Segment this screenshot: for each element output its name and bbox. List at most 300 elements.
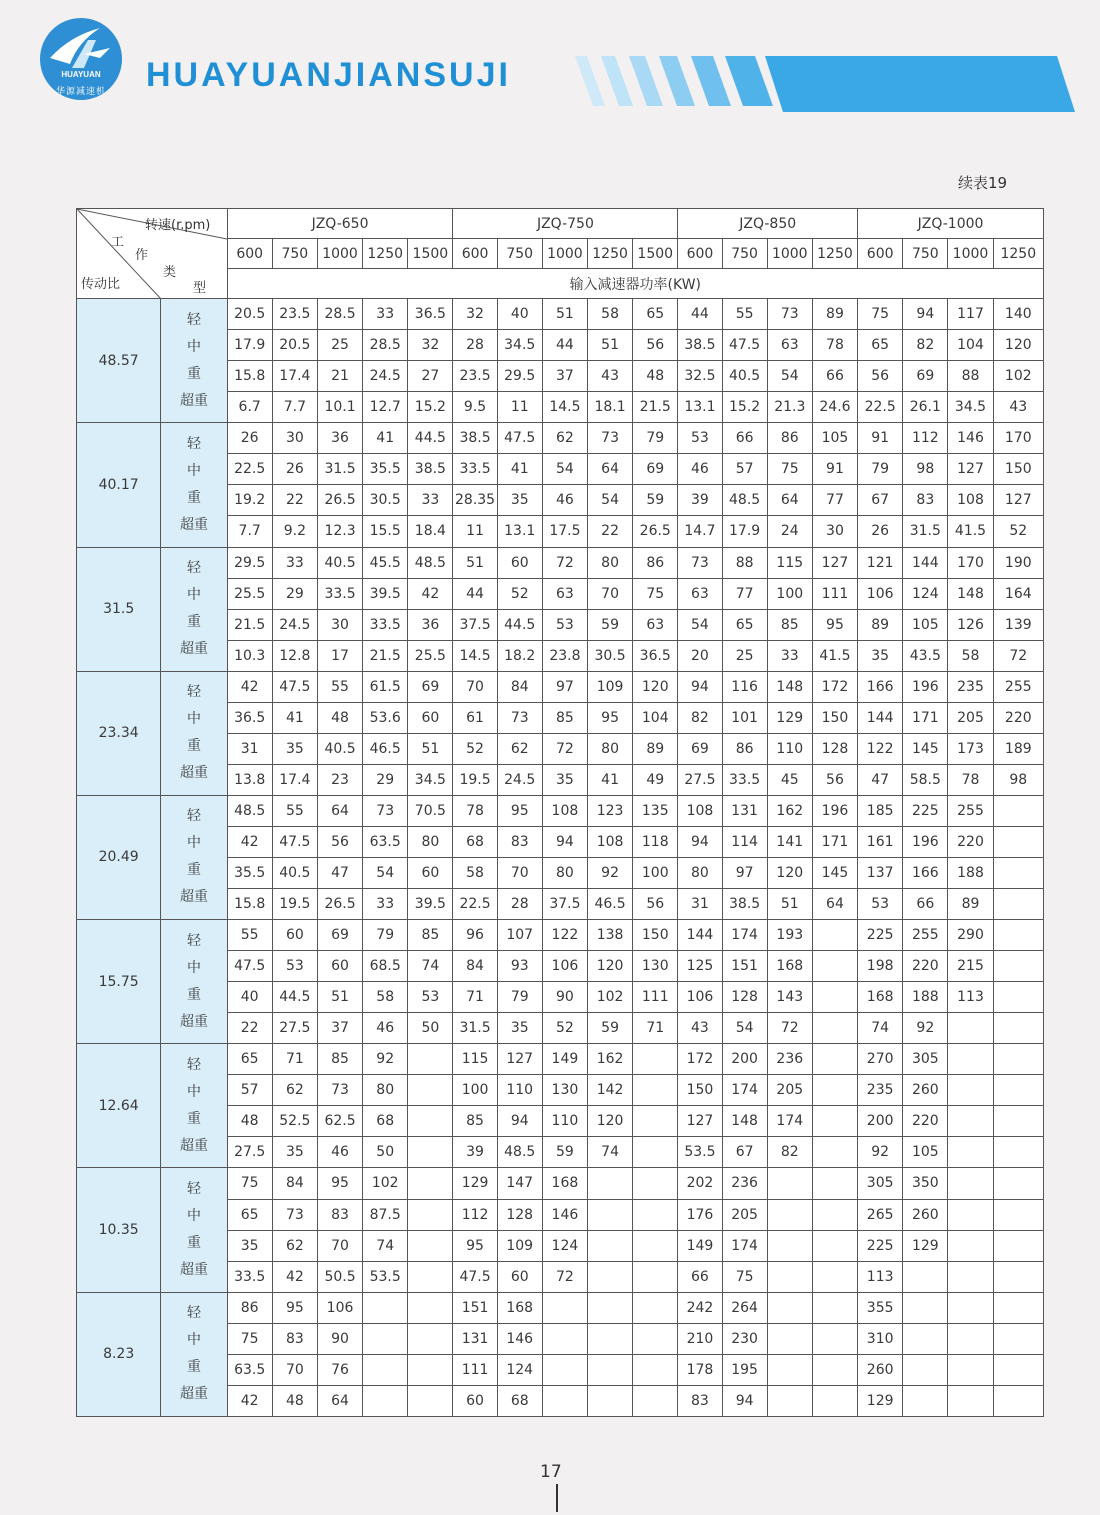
power-cell: 37.5 [453, 609, 497, 640]
power-cell: 69 [678, 733, 722, 764]
power-cell: 89 [858, 609, 903, 640]
power-cell: 47.5 [272, 671, 317, 702]
power-cell [363, 1292, 408, 1323]
power-cell: 84 [497, 671, 542, 702]
speed-header: 600 [453, 239, 497, 269]
power-cell: 64 [317, 1385, 362, 1416]
power-cell: 141 [767, 826, 812, 857]
power-cell: 22 [227, 1013, 272, 1044]
load-type-label: 重 [186, 986, 201, 1003]
power-cell: 46 [678, 454, 722, 485]
power-cell: 355 [858, 1292, 903, 1323]
power-cell [408, 1199, 453, 1230]
power-cell [767, 1230, 812, 1261]
power-cell: 19.5 [272, 889, 317, 920]
power-cell: 128 [812, 733, 857, 764]
power-cell: 171 [812, 826, 857, 857]
power-cell: 40.5 [722, 361, 767, 392]
speed-header: 750 [272, 239, 317, 269]
power-cell: 28 [453, 330, 497, 361]
ratio-cell: 23.34 [77, 671, 161, 795]
power-cell: 9.2 [272, 516, 317, 547]
power-cell [993, 1044, 1043, 1075]
power-cell: 146 [542, 1199, 587, 1230]
power-cell: 37.5 [542, 889, 587, 920]
power-cell: 89 [633, 733, 678, 764]
power-cell: 15.8 [227, 889, 272, 920]
power-cell: 68 [453, 826, 497, 857]
power-cell [363, 1385, 408, 1416]
power-cell [812, 1354, 857, 1385]
power-cell: 28.35 [453, 485, 497, 516]
power-cell [633, 1075, 678, 1106]
power-cell: 80 [408, 826, 453, 857]
power-cell: 185 [858, 795, 903, 826]
power-cell: 79 [497, 982, 542, 1013]
power-cell: 116 [722, 671, 767, 702]
power-cell: 48 [317, 702, 362, 733]
power-cell: 66 [812, 361, 857, 392]
power-cell: 97 [722, 857, 767, 888]
power-cell [993, 1199, 1043, 1230]
power-cell: 62 [272, 1230, 317, 1261]
power-cell: 168 [497, 1292, 542, 1323]
power-cell [633, 1323, 678, 1354]
ratio-cell: 15.75 [77, 920, 161, 1044]
power-cell [993, 1354, 1043, 1385]
load-type-label: 重 [186, 365, 201, 382]
load-type-label: 中 [186, 1332, 201, 1349]
power-cell: 202 [678, 1168, 722, 1199]
model-header: JZQ-750 [453, 209, 678, 239]
power-cell: 29 [363, 764, 408, 795]
load-type-cell [161, 795, 227, 919]
table-row [77, 1292, 1044, 1323]
power-cell: 64 [587, 454, 632, 485]
power-cell: 55 [227, 920, 272, 951]
speed-header: 1000 [948, 239, 993, 269]
power-cell: 74 [408, 951, 453, 982]
power-cell: 144 [858, 702, 903, 733]
power-cell: 111 [812, 578, 857, 609]
power-cell: 55 [272, 795, 317, 826]
power-cell: 166 [858, 671, 903, 702]
power-cell: 48 [272, 1385, 317, 1416]
power-cell [948, 1106, 993, 1137]
power-cell: 46 [317, 1137, 362, 1168]
power-cell: 112 [903, 423, 948, 454]
power-cell: 34.5 [408, 764, 453, 795]
power-cell: 38.5 [722, 889, 767, 920]
power-cell: 236 [767, 1044, 812, 1075]
power-cell: 129 [453, 1168, 497, 1199]
power-cell: 150 [678, 1075, 722, 1106]
power-cell: 36 [408, 609, 453, 640]
power-cell: 125 [678, 951, 722, 982]
load-type-label: 轻 [186, 311, 201, 328]
power-cell: 78 [812, 330, 857, 361]
power-cell: 108 [542, 795, 587, 826]
power-cell: 39.5 [408, 889, 453, 920]
power-cell [408, 1230, 453, 1261]
power-cell: 63 [633, 609, 678, 640]
power-cell: 33.5 [453, 454, 497, 485]
power-cell: 305 [903, 1044, 948, 1075]
power-cell: 73 [497, 702, 542, 733]
power-cell: 91 [858, 423, 903, 454]
power-cell: 60 [272, 920, 317, 951]
power-cell: 84 [272, 1168, 317, 1199]
power-cell: 73 [363, 795, 408, 826]
power-cell: 50.5 [317, 1261, 362, 1292]
power-cell: 33.5 [363, 609, 408, 640]
power-cell: 86 [767, 423, 812, 454]
power-cell: 47.5 [272, 826, 317, 857]
power-cell: 35 [858, 640, 903, 671]
work-char-2: 作 [135, 248, 149, 263]
power-cell: 13.1 [497, 516, 542, 547]
power-cell: 35 [542, 764, 587, 795]
power-cell: 150 [993, 454, 1043, 485]
power-cell [993, 826, 1043, 857]
speed-header: 750 [903, 239, 948, 269]
load-type-label: 超重 [179, 765, 208, 782]
power-cell: 255 [903, 920, 948, 951]
power-cell: 26.5 [317, 889, 362, 920]
power-cell [948, 1168, 993, 1199]
power-cell: 56 [633, 889, 678, 920]
power-cell: 68.5 [363, 951, 408, 982]
power-cell: 41 [497, 454, 542, 485]
power-cell: 35 [272, 1137, 317, 1168]
power-cell: 34.5 [948, 392, 993, 423]
power-cell: 50 [363, 1137, 408, 1168]
power-cell: 35 [272, 733, 317, 764]
power-cell: 138 [587, 920, 632, 951]
power-cell: 225 [858, 920, 903, 951]
power-cell [408, 1106, 453, 1137]
load-type-label: 中 [186, 959, 201, 976]
power-cell: 174 [722, 1230, 767, 1261]
power-cell: 66 [722, 423, 767, 454]
power-cell: 173 [948, 733, 993, 764]
power-cell: 89 [948, 889, 993, 920]
power-cell: 63 [542, 578, 587, 609]
power-cell: 82 [678, 702, 722, 733]
power-cell [633, 1385, 678, 1416]
power-cell: 54 [722, 1013, 767, 1044]
ratio-cell: 20.49 [77, 795, 161, 919]
speed-header: 1250 [812, 239, 857, 269]
power-cell: 23.5 [272, 299, 317, 330]
power-cell: 61 [453, 702, 497, 733]
speed-header: 1500 [408, 239, 453, 269]
power-cell: 17.9 [722, 516, 767, 547]
speed-header: 600 [858, 239, 903, 269]
power-cell [993, 1137, 1043, 1168]
power-cell: 41 [587, 764, 632, 795]
power-cell: 86 [722, 733, 767, 764]
power-cell [993, 1013, 1043, 1044]
power-cell: 83 [678, 1385, 722, 1416]
power-cell: 32 [453, 299, 497, 330]
power-cell: 25 [317, 330, 362, 361]
power-cell [948, 1323, 993, 1354]
power-cell: 88 [948, 361, 993, 392]
power-cell: 90 [542, 982, 587, 1013]
power-cell: 74 [587, 1137, 632, 1168]
load-type-cell [161, 1044, 227, 1168]
power-cell: 47.5 [227, 951, 272, 982]
power-cell: 36.5 [633, 640, 678, 671]
power-cell: 198 [858, 951, 903, 982]
power-cell: 10.1 [317, 392, 362, 423]
power-cell: 127 [497, 1044, 542, 1075]
power-cell [993, 951, 1043, 982]
power-cell: 98 [993, 764, 1043, 795]
power-cell: 94 [678, 671, 722, 702]
power-cell: 59 [633, 485, 678, 516]
power-cell: 57 [227, 1075, 272, 1106]
power-cell: 33 [767, 640, 812, 671]
power-cell: 82 [767, 1137, 812, 1168]
power-cell: 35 [227, 1230, 272, 1261]
power-cell: 95 [272, 1292, 317, 1323]
power-cell: 161 [858, 826, 903, 857]
power-cell: 35.5 [363, 454, 408, 485]
power-cell: 18.1 [587, 392, 632, 423]
power-cell [948, 1137, 993, 1168]
power-cell: 108 [678, 795, 722, 826]
power-cell: 143 [767, 982, 812, 1013]
power-cell: 114 [722, 826, 767, 857]
power-cell: 20.5 [272, 330, 317, 361]
load-type-label: 超重 [179, 516, 208, 533]
power-cell: 43 [993, 392, 1043, 423]
power-cell [767, 1261, 812, 1292]
power-cell [542, 1292, 587, 1323]
power-cell: 73 [587, 423, 632, 454]
load-type-label: 中 [186, 338, 201, 355]
power-cell: 20.5 [227, 299, 272, 330]
power-cell: 92 [587, 857, 632, 888]
power-cell [767, 1385, 812, 1416]
power-cell: 188 [948, 857, 993, 888]
power-cell: 58 [453, 857, 497, 888]
power-cell: 54 [587, 485, 632, 516]
power-cell [812, 1106, 857, 1137]
power-cell: 58 [587, 299, 632, 330]
power-cell: 95 [497, 795, 542, 826]
table-caption: 续表19 [958, 174, 1008, 192]
power-rating-table [76, 208, 1044, 1417]
power-cell: 106 [317, 1292, 362, 1323]
power-cell: 24.6 [812, 392, 857, 423]
power-cell: 21.5 [227, 609, 272, 640]
power-cell: 10.3 [227, 640, 272, 671]
power-cell: 69 [903, 361, 948, 392]
power-cell: 83 [317, 1199, 362, 1230]
power-cell: 84 [453, 951, 497, 982]
power-cell: 29.5 [497, 361, 542, 392]
power-cell: 120 [587, 1106, 632, 1137]
power-cell: 53 [542, 609, 587, 640]
power-cell [993, 982, 1043, 1013]
speed-header: 750 [497, 239, 542, 269]
power-cell [993, 857, 1043, 888]
power-cell [767, 1168, 812, 1199]
logo-text: HUAYUAN [61, 70, 101, 79]
power-cell: 23 [317, 764, 362, 795]
power-cell: 100 [633, 857, 678, 888]
speed-header: 1500 [633, 239, 678, 269]
power-cell: 14.7 [678, 516, 722, 547]
power-cell: 26 [272, 454, 317, 485]
power-cell: 54 [363, 857, 408, 888]
page-number: 17 [540, 1462, 562, 1482]
power-cell: 34.5 [497, 330, 542, 361]
power-cell: 195 [722, 1354, 767, 1385]
model-header: JZQ-1000 [858, 209, 1044, 239]
power-cell: 69 [317, 920, 362, 951]
power-cell: 147 [497, 1168, 542, 1199]
power-cell: 48 [633, 361, 678, 392]
power-cell: 42 [227, 671, 272, 702]
load-type-label: 超重 [179, 889, 208, 906]
power-cell: 53.5 [363, 1261, 408, 1292]
power-cell: 35 [497, 1013, 542, 1044]
power-cell: 242 [678, 1292, 722, 1323]
power-cell: 79 [633, 423, 678, 454]
power-cell: 40 [497, 299, 542, 330]
power-cell: 24.5 [497, 764, 542, 795]
power-cell [363, 1323, 408, 1354]
power-cell: 19.5 [453, 764, 497, 795]
power-cell [812, 1137, 857, 1168]
power-cell: 62 [497, 733, 542, 764]
power-cell: 168 [858, 982, 903, 1013]
power-cell: 43.5 [903, 640, 948, 671]
power-cell [948, 1044, 993, 1075]
power-cell: 46.5 [587, 889, 632, 920]
power-cell: 210 [678, 1323, 722, 1354]
power-cell: 33.5 [722, 764, 767, 795]
power-cell: 12.7 [363, 392, 408, 423]
power-cell: 36.5 [408, 299, 453, 330]
load-type-label: 重 [186, 1359, 201, 1376]
power-cell: 196 [903, 671, 948, 702]
power-cell: 94 [497, 1106, 542, 1137]
load-type-label: 中 [186, 462, 201, 479]
power-cell: 60 [408, 857, 453, 888]
work-char-1: 工 [111, 235, 125, 250]
power-cell: 58 [363, 982, 408, 1013]
load-type-label: 重 [186, 1235, 201, 1252]
power-cell: 88 [722, 547, 767, 578]
power-cell: 94 [722, 1385, 767, 1416]
power-cell: 86 [227, 1292, 272, 1323]
power-cell: 73 [767, 299, 812, 330]
header-banner [565, 56, 1077, 114]
power-cell: 51 [542, 299, 587, 330]
load-type-label: 轻 [186, 684, 201, 701]
speed-header: 1250 [993, 239, 1043, 269]
power-cell: 74 [363, 1230, 408, 1261]
power-cell: 32.5 [678, 361, 722, 392]
power-cell [903, 1385, 948, 1416]
power-cell: 75 [227, 1323, 272, 1354]
power-cell: 144 [678, 920, 722, 951]
table-row [77, 1168, 1044, 1199]
power-cell: 15.2 [408, 392, 453, 423]
power-cell: 26 [858, 516, 903, 547]
power-cell: 145 [812, 857, 857, 888]
power-cell: 110 [497, 1075, 542, 1106]
power-cell: 17.9 [227, 330, 272, 361]
power-cell: 174 [722, 920, 767, 951]
power-cell [767, 1323, 812, 1354]
power-cell [633, 1292, 678, 1323]
load-type-label: 中 [186, 1083, 201, 1100]
power-cell [903, 1292, 948, 1323]
power-cell: 97 [542, 671, 587, 702]
power-cell: 68 [363, 1106, 408, 1137]
power-cell: 83 [497, 826, 542, 857]
power-cell: 105 [903, 609, 948, 640]
power-cell: 41 [363, 423, 408, 454]
load-type-label: 超重 [179, 1137, 208, 1154]
power-cell: 37 [317, 1013, 362, 1044]
power-cell [408, 1292, 453, 1323]
power-cell: 15.5 [363, 516, 408, 547]
power-cell: 96 [453, 920, 497, 951]
power-cell: 6.7 [227, 392, 272, 423]
power-cell [767, 1199, 812, 1230]
power-cell: 27 [408, 361, 453, 392]
power-cell: 115 [453, 1044, 497, 1075]
power-cell [767, 1354, 812, 1385]
power-cell [993, 1385, 1043, 1416]
power-cell: 196 [812, 795, 857, 826]
load-type-cell [161, 1292, 227, 1416]
power-cell: 137 [858, 857, 903, 888]
power-cell: 113 [948, 982, 993, 1013]
power-cell: 80 [587, 547, 632, 578]
power-cell: 106 [678, 982, 722, 1013]
power-cell: 255 [948, 795, 993, 826]
power-cell: 188 [903, 982, 948, 1013]
power-cell: 76 [317, 1354, 362, 1385]
power-cell: 149 [542, 1044, 587, 1075]
power-cell: 22 [272, 485, 317, 516]
power-cell [408, 1044, 453, 1075]
power-cell: 75 [858, 299, 903, 330]
power-cell: 30.5 [363, 485, 408, 516]
power-cell: 139 [993, 609, 1043, 640]
power-cell: 52 [497, 578, 542, 609]
power-cell: 33 [272, 547, 317, 578]
power-cell: 63 [678, 578, 722, 609]
power-cell: 30 [812, 516, 857, 547]
power-cell: 31.5 [453, 1013, 497, 1044]
power-cell: 265 [858, 1199, 903, 1230]
power-cell: 41.5 [948, 516, 993, 547]
power-cell: 120 [767, 857, 812, 888]
power-cell: 12.8 [272, 640, 317, 671]
power-cell: 193 [767, 920, 812, 951]
power-cell: 31.5 [317, 454, 362, 485]
power-cell: 17.5 [542, 516, 587, 547]
